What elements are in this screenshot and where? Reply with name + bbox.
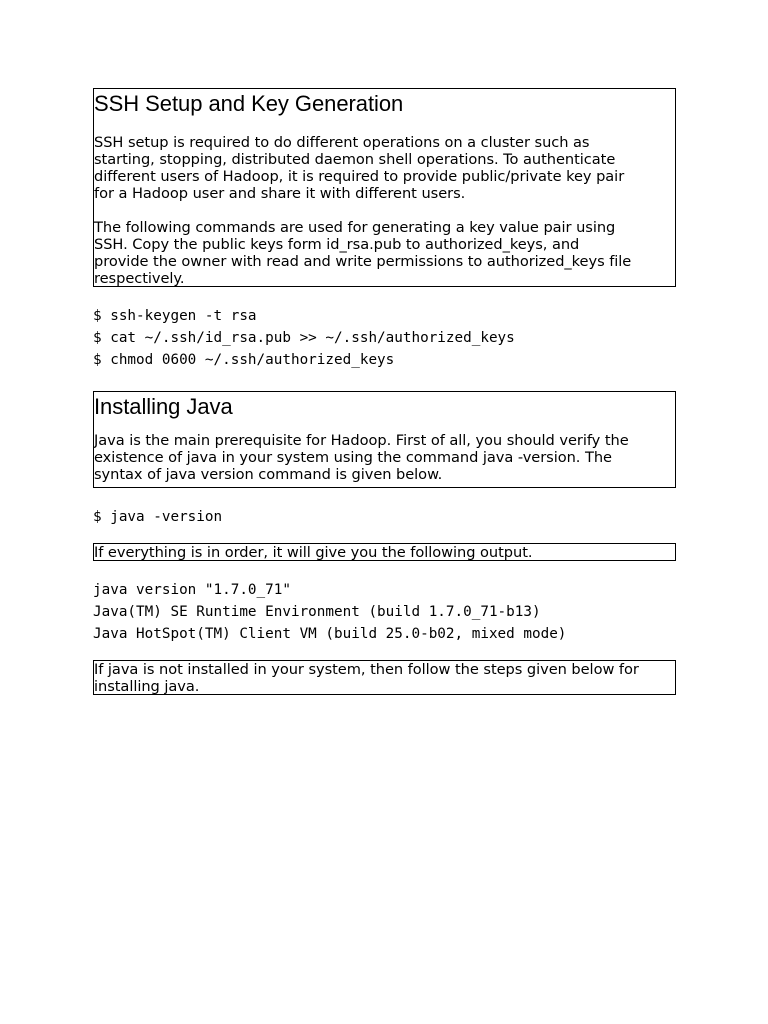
ssh-intro-paragraph: SSH setup is required to do different operations on a cluster such as starting, stopping, distributed daemon shell operations. To authenticate different users of Hadoop, it is required to provide public/private key pair for a Hadoop user and share it with different users. [94,134,625,202]
output-line-hotspot: Java HotSpot(TM) Client VM (build 25.0-b02, mixed mode) [93,626,567,642]
java-section-heading: Installing Java [94,394,233,419]
code-line-chmod: $ chmod 0600 ~/.ssh/authorized_keys [93,352,395,368]
code-line-ssh-keygen: $ ssh-keygen -t rsa [93,308,257,324]
ssh-commands-paragraph: The following commands are used for generating a key value pair using SSH. Copy the public keys form id_rsa.pub to authorized_keys, and provide the owner with read and write permissions to authorized_keys file respectively. [94,219,632,287]
code-line-java-version: $ java -version [93,509,223,525]
ssh-command-block [93,305,676,371]
java-intro-paragraph: Java is the main prerequisite for Hadoop. First of all, you should verify the existence of java in your system using the command java -version. The syntax of java version command is given below. [94,432,629,483]
ssh-setup-section [93,88,676,287]
output-note-box [93,543,676,561]
code-line-cat-key: $ cat ~/.ssh/id_rsa.pub >> ~/.ssh/authorized_keys [93,330,515,346]
installing-java-section [93,391,676,488]
ssh-section-heading: SSH Setup and Key Generation [94,91,404,116]
output-note-text: If everything is in order, it will give you the following output. [94,544,533,561]
install-note-text: If java is not installed in your system, then follow the steps given below for installing java. [94,661,639,695]
install-note-box [93,660,676,695]
document-page [93,88,676,695]
output-line-java-version: java version "1.7.0_71" [93,582,291,598]
output-line-runtime: Java(TM) SE Runtime Environment (build 1.7.0_71-b13) [93,604,541,620]
java-output-block [93,579,676,645]
java-version-command-block [93,506,676,528]
